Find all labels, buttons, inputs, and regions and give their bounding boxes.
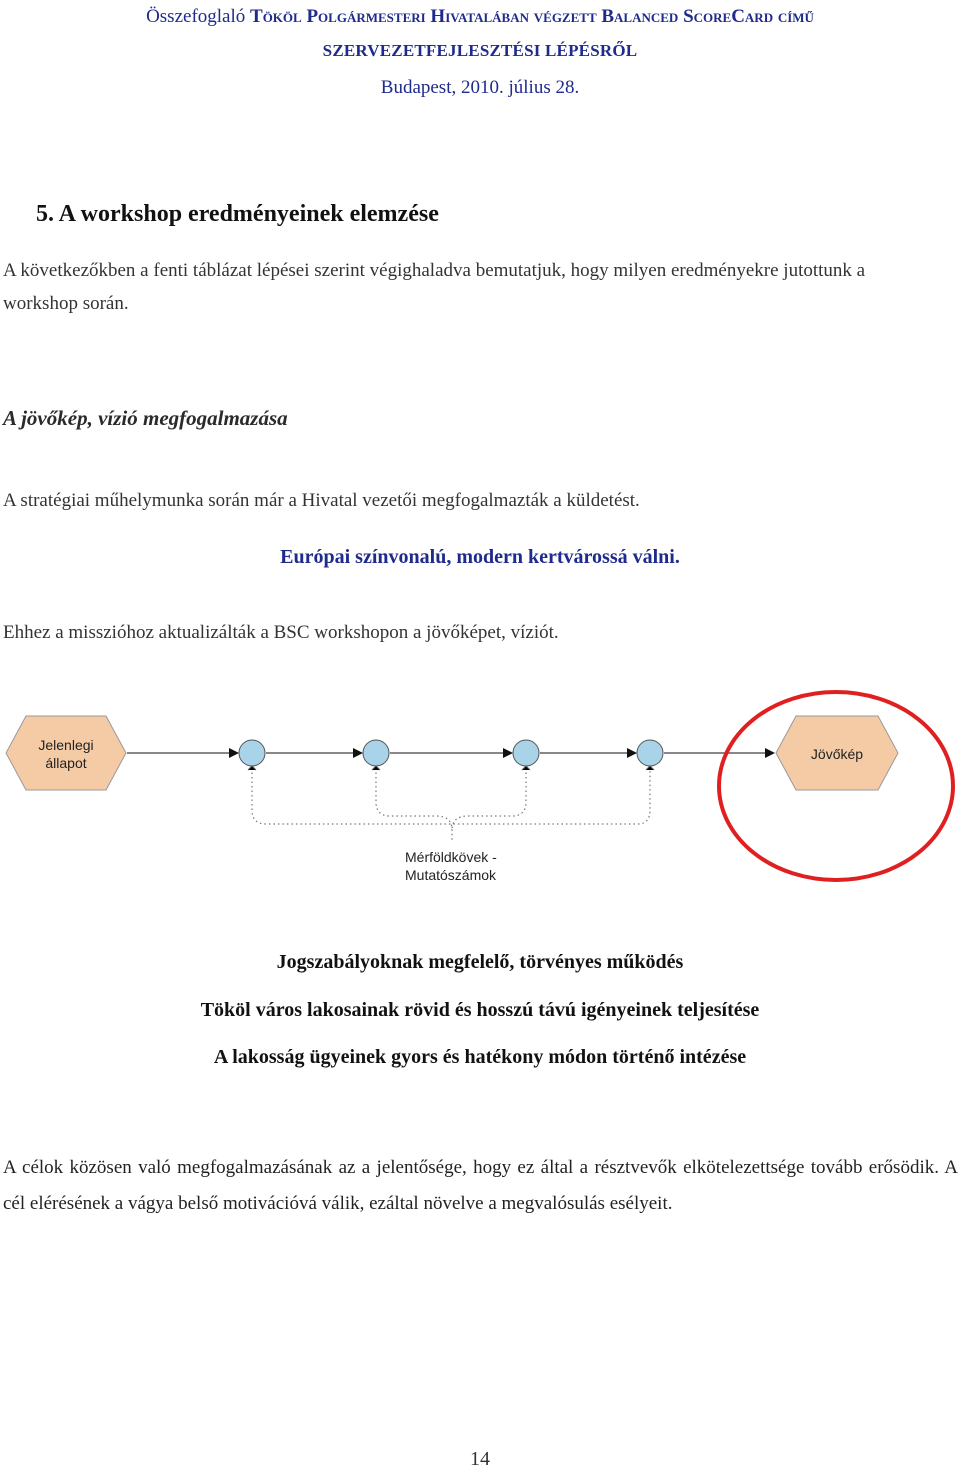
current-state-label-line2: állapot — [45, 755, 87, 771]
section-heading: 5. A workshop eredményeinek elemzése — [36, 201, 439, 227]
intro-paragraph: A következőkben a fenti táblázat lépései szerint végighaladva bemutatjuk, hogy milyen eredményekre jutottunk a workshop során. — [3, 260, 866, 314]
header-title-line2: SZERVEZETFEJLESZTÉSI LÉPÉSRŐL — [322, 41, 638, 60]
milestone-connectors — [252, 768, 650, 840]
current-state-hexagon — [6, 716, 126, 790]
milestone-node-1 — [239, 740, 265, 766]
current-state-label-line1: Jelenlegi — [38, 737, 94, 753]
milestone-node-2 — [363, 740, 389, 766]
header-title-line1: Tököl Polgármesteri Hivatalában végzett Balanced ScoreCard című — [250, 6, 814, 27]
page-number: 14 — [470, 1448, 490, 1470]
milestones-label-line1: Mérföldkövek - — [405, 849, 497, 865]
connector-tick-marks — [248, 766, 654, 770]
milestone-node-4 — [637, 740, 663, 766]
header-date: Budapest, 2010. július 28. — [380, 77, 580, 98]
milestone-node-3 — [513, 740, 539, 766]
milestones-label-line2: Mutatószámok — [405, 867, 497, 883]
goal-1: Jogszabályoknak megfelelő, törvényes működés — [276, 951, 684, 973]
vision-label: Jövőkép — [810, 746, 864, 762]
mission-intro: A stratégiai műhelymunka során már a Hivatal vezetői megfogalmazták a küldetést. — [3, 490, 640, 511]
goal-2: Tököl város lakosainak rövid és hosszú távú igényeinek teljesítése — [200, 999, 760, 1021]
closing-paragraph: A célok közösen való megfogalmazásának az a jelentősége, hogy ez által a résztvevők elkötelezettsége tovább erősödik. A cél elérésének a vágya belső motivációvá válik, ezáltal növelve a megvalósulás esélyeit. — [3, 1157, 958, 1214]
mission-statement: Európai színvonalú, modern kertvárossá válni. — [280, 546, 680, 568]
vision-diagram — [0, 690, 960, 900]
subheading: A jövőkép, vízió megfogalmazása — [3, 406, 288, 430]
header-prefix: Összefoglaló — [146, 6, 251, 27]
document-header-title — [0, 6, 960, 28]
vision-intro: Ehhez a misszióhoz aktualizálták a BSC workshopon a jövőképet, víziót. — [3, 622, 559, 643]
goal-3: A lakosság ügyeinek gyors és hatékony módon történő intézése — [213, 1046, 747, 1068]
